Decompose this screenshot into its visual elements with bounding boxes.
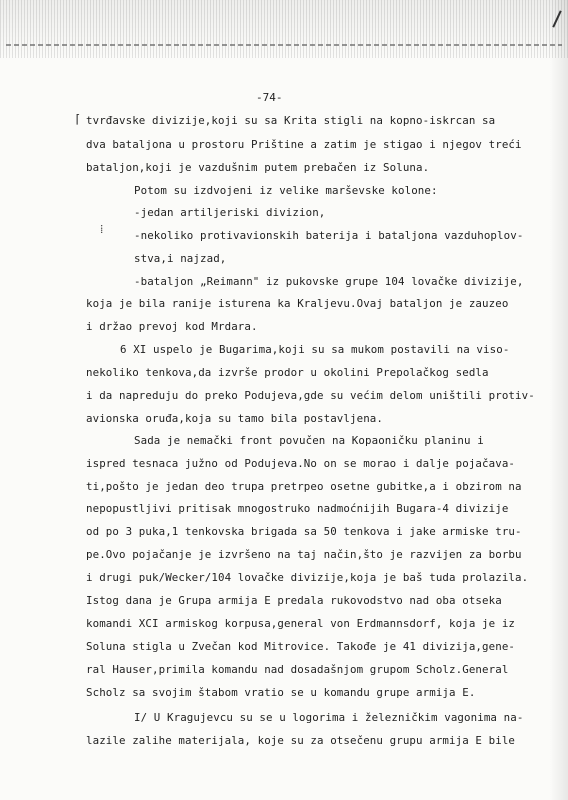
text-line: Istog dana je Grupa armija E predala rukovodstvo nad oba otseka xyxy=(86,594,502,607)
text-line: -jedan artiljeriski divizion, xyxy=(134,206,326,219)
text-line: i da napreduju do preko Podujeva,gde su većim delom uništili protiv- xyxy=(86,389,535,402)
text-line: Soluna stigla u Zvečan kod Mitrovice. Takođe je 41 divizija,gene- xyxy=(86,640,516,653)
text-line: -nekoliko protivavionskih baterija i bataljona vazduhoplov- xyxy=(134,229,524,242)
text-line: ti,pošto je jedan deo trupa pretrpeo osetne gubitke,a i obzirom na xyxy=(86,480,522,493)
text-line: koja je bila ranije isturena ka Kraljevu.Ovaj bataljon je zauzeo xyxy=(86,297,509,310)
scan-header-noise xyxy=(0,0,568,58)
text-line: Sada je nemački front povučen na Kopaoničku planinu i xyxy=(134,434,484,447)
page-number: -74- xyxy=(256,91,283,104)
margin-bracket-mark: ⌈ xyxy=(74,112,82,126)
scan-right-edge xyxy=(550,0,568,800)
text-line: ral Hauser,primila komandu nad dosadašnjom grupom Scholz.General xyxy=(86,663,509,676)
text-line: pe.Ovo pojačanje je izvršeno na taj način,što je razvijen za borbu xyxy=(86,548,522,561)
margin-pencil-mark: ⁞ xyxy=(100,222,104,236)
text-line: Potom su izdvojeni iz velike marševske kolone: xyxy=(134,184,438,197)
corner-mark xyxy=(552,10,561,27)
text-line: nepopustljivi pritisak mnogostruko nadmoćnijih Bugara-4 divizije xyxy=(86,502,509,515)
text-line: komandi XCI armiskog korpusa,general von Erdmannsdorf, koja je iz xyxy=(86,617,516,630)
text-line: ispred tesnaca južno od Podujeva.No on se morao i dalje pojačava- xyxy=(86,457,516,470)
text-line: lazile zalihe materijala, koje su za otsečenu grupu armija E bile xyxy=(86,734,516,747)
text-line: i držao prevoj kod Mrdara. xyxy=(86,320,258,333)
text-line: i drugi puk/Wecker/104 lovačke divizije,koja je baš tuda prolazila. xyxy=(86,571,529,584)
text-line: nekoliko tenkova,da izvrše prodor u okolini Prepolačkog sedla xyxy=(86,366,489,379)
text-line: od po 3 puka,1 tenkovska brigada sa 50 tenkova i jake armiske tru- xyxy=(86,525,522,538)
text-line: stva,i najzad, xyxy=(134,252,227,265)
text-line: avionska oruđa,koja su tamo bila postavljena. xyxy=(86,412,384,425)
text-line: tvrđavske divizije,koji su sa Krita stigli na kopno-iskrcan sa xyxy=(86,114,496,127)
text-line: Scholz sa svojim štabom vratio se u komandu grupe armija E. xyxy=(86,686,476,699)
text-line: 6 XI uspelo je Bugarima,koji su sa mukom postavili na viso- xyxy=(120,343,510,356)
text-line: -bataljon „Reimann" iz pukovske grupe 104 lovačke divizije, xyxy=(134,275,524,288)
text-line: dva bataljona u prostoru Prištine a zatim je stigao i njegov treći xyxy=(86,138,522,151)
text-line: bataljon,koji je vazdušnim putem prebačen iz Soluna. xyxy=(86,161,430,174)
scan-dash-line xyxy=(6,44,562,46)
text-line: I/ U Kragujevcu su se u logorima i železničkim vagonima na- xyxy=(134,711,524,724)
